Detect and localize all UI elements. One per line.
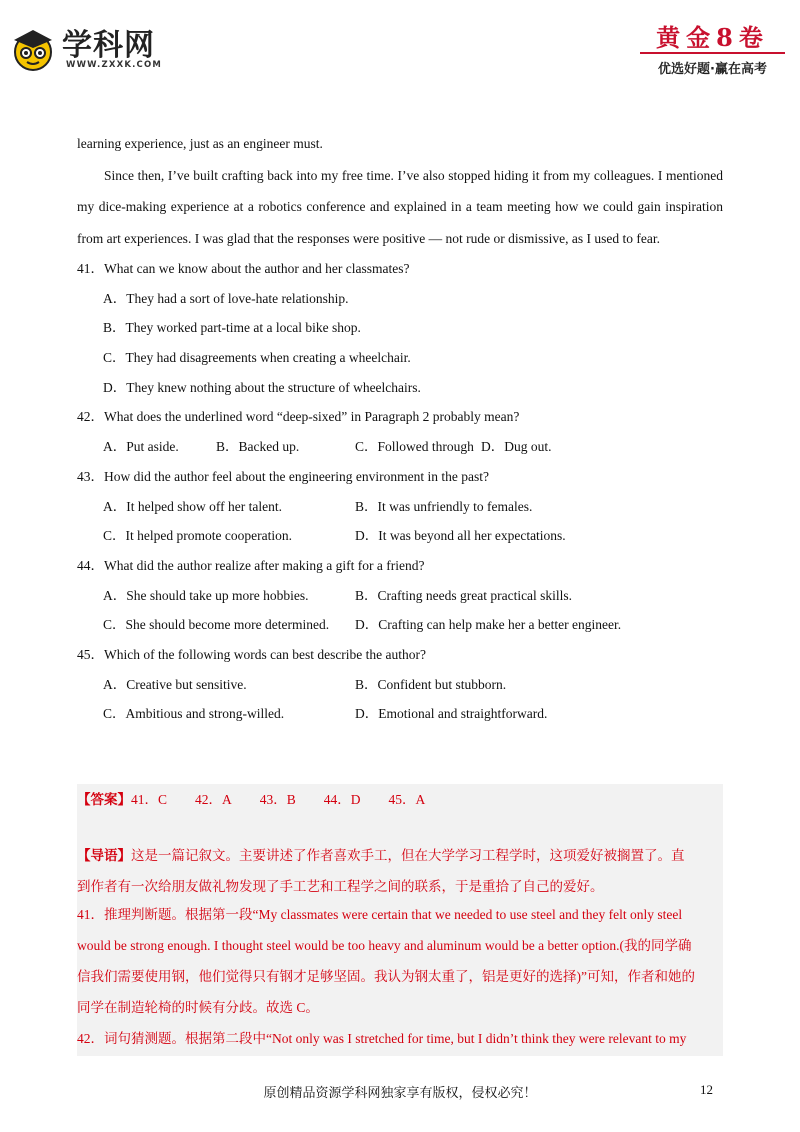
question-41 <box>77 254 723 402</box>
site-logo[interactable] <box>10 18 170 76</box>
guide-section <box>77 840 723 902</box>
option-a: A．They had a sort of love-hate relationship. <box>103 290 349 306</box>
badge-title: 黄金8卷 <box>656 23 769 52</box>
option-a: A．Creative but sensitive. <box>103 676 247 692</box>
option-b: B．They worked part-time at a local bike shop. <box>103 320 361 336</box>
option-b: B．Backed up. <box>216 439 300 455</box>
answer-item: 43．B <box>259 792 296 807</box>
answer-section <box>77 784 723 1056</box>
explanation-line: 信我们需要使用钢，他们觉得只有钢才足够坚固。我认为钢太重了，铝是更好的选择)”可知，作者和她的 <box>77 969 695 984</box>
option-d: D．Emotional and straightforward. <box>355 706 548 722</box>
option-b: B．Crafting needs great practical skills. <box>355 587 573 603</box>
logo-mascot-icon <box>10 26 56 72</box>
option-c: C．It helped promote cooperation. <box>103 528 292 544</box>
option-c: C．Followed through <box>355 439 474 455</box>
header-badge <box>640 18 785 80</box>
option-d: D．They knew nothing about the structure of wheelchairs. <box>103 379 421 395</box>
option-b: B．Confident but stubborn. <box>355 676 507 692</box>
option-d: D．Crafting can help make her a better engineer. <box>355 617 622 633</box>
explanation-line: would be strong enough. I thought steel would be too heavy and aluminum would be a better option.(我的同学确 <box>77 938 692 953</box>
option-c: C．They had disagreements when creating a wheelchair. <box>103 350 411 366</box>
question-42 <box>77 402 723 461</box>
question-43 <box>77 462 723 551</box>
question-stem: 45．Which of the following words can best describe the author? <box>77 646 427 662</box>
passage-paragraph: Since then, I’ve built crafting back into my free time. I’ve also stopped hiding it from my colleagues. I mentioned my dice-making experience at a robotics conference and explained in a team meeting how we could gain inspiration from art experiences. I was glad that the responses were positive — not rude or dismissive, as I used to fear. <box>77 167 723 246</box>
logo-url: WWW.ZXXK.COM <box>66 60 163 70</box>
guide-label: 【导语】 <box>77 848 131 863</box>
passage-line: learning experience, just as an engineer must. <box>77 136 323 151</box>
answer-item: 45．A <box>388 792 426 807</box>
question-44 <box>77 551 723 640</box>
question-stem: 43．How did the author feel about the engineering environment in the past? <box>77 468 490 484</box>
answer-item: 41．C <box>131 792 168 807</box>
guide-text: 到作者有一次给朋友做礼物发现了手工艺和工程学之间的联系，于是重拾了自己的爱好。 <box>77 879 604 894</box>
answer-label: 【答案】 <box>77 792 131 807</box>
option-b: B．It was unfriendly to females. <box>355 498 533 514</box>
answer-item: 44．D <box>323 792 361 807</box>
badge-divider <box>640 52 785 54</box>
explanation-line: 同学在制造轮椅的时候有分歧。故选 C。 <box>77 1000 319 1015</box>
explanation-line: 42．词句猜测题。根据第二段中“Not only was I stretched for time, but I didn’t think they were relevant to my <box>77 1031 687 1046</box>
option-d: D．It was beyond all her expectations. <box>355 528 566 544</box>
explanation-line: 41．推理判断题。根据第一段“My classmates were certain that we needed to use steel and they felt only steel <box>77 907 683 922</box>
logo-name: 学科网 <box>62 28 155 63</box>
option-a: A．She should take up more hobbies. <box>103 587 309 603</box>
footer-copyright: 原创精品资源学科网独家享有版权，侵权必究！ <box>263 1085 537 1100</box>
explanations <box>77 899 723 1054</box>
document-body <box>77 128 723 729</box>
question-stem: 42．What does the underlined word “deep-sixed” in Paragraph 2 probably mean? <box>77 409 520 425</box>
option-a: A．It helped show off her talent. <box>103 498 282 514</box>
answer-item: 42．A <box>195 792 232 807</box>
badge-subtitle: 优选好题·赢在高考 <box>658 62 767 77</box>
question-45 <box>77 640 723 729</box>
option-a: A．Put aside. <box>103 439 179 455</box>
page-number: 12 <box>700 1082 713 1097</box>
guide-text: 这是一篇记叙文。主要讲述了作者喜欢手工，但在大学学习工程学时，这项爱好被搁置了。直 <box>131 848 685 863</box>
option-c: C．She should become more determined. <box>103 617 330 633</box>
option-c: C．Ambitious and strong-willed. <box>103 706 285 722</box>
question-stem: 41．What can we know about the author and her classmates? <box>77 261 410 276</box>
option-d: D．Dug out. <box>481 439 552 455</box>
answer-key <box>77 784 723 815</box>
question-stem: 44．What did the author realize after making a gift for a friend? <box>77 557 425 573</box>
